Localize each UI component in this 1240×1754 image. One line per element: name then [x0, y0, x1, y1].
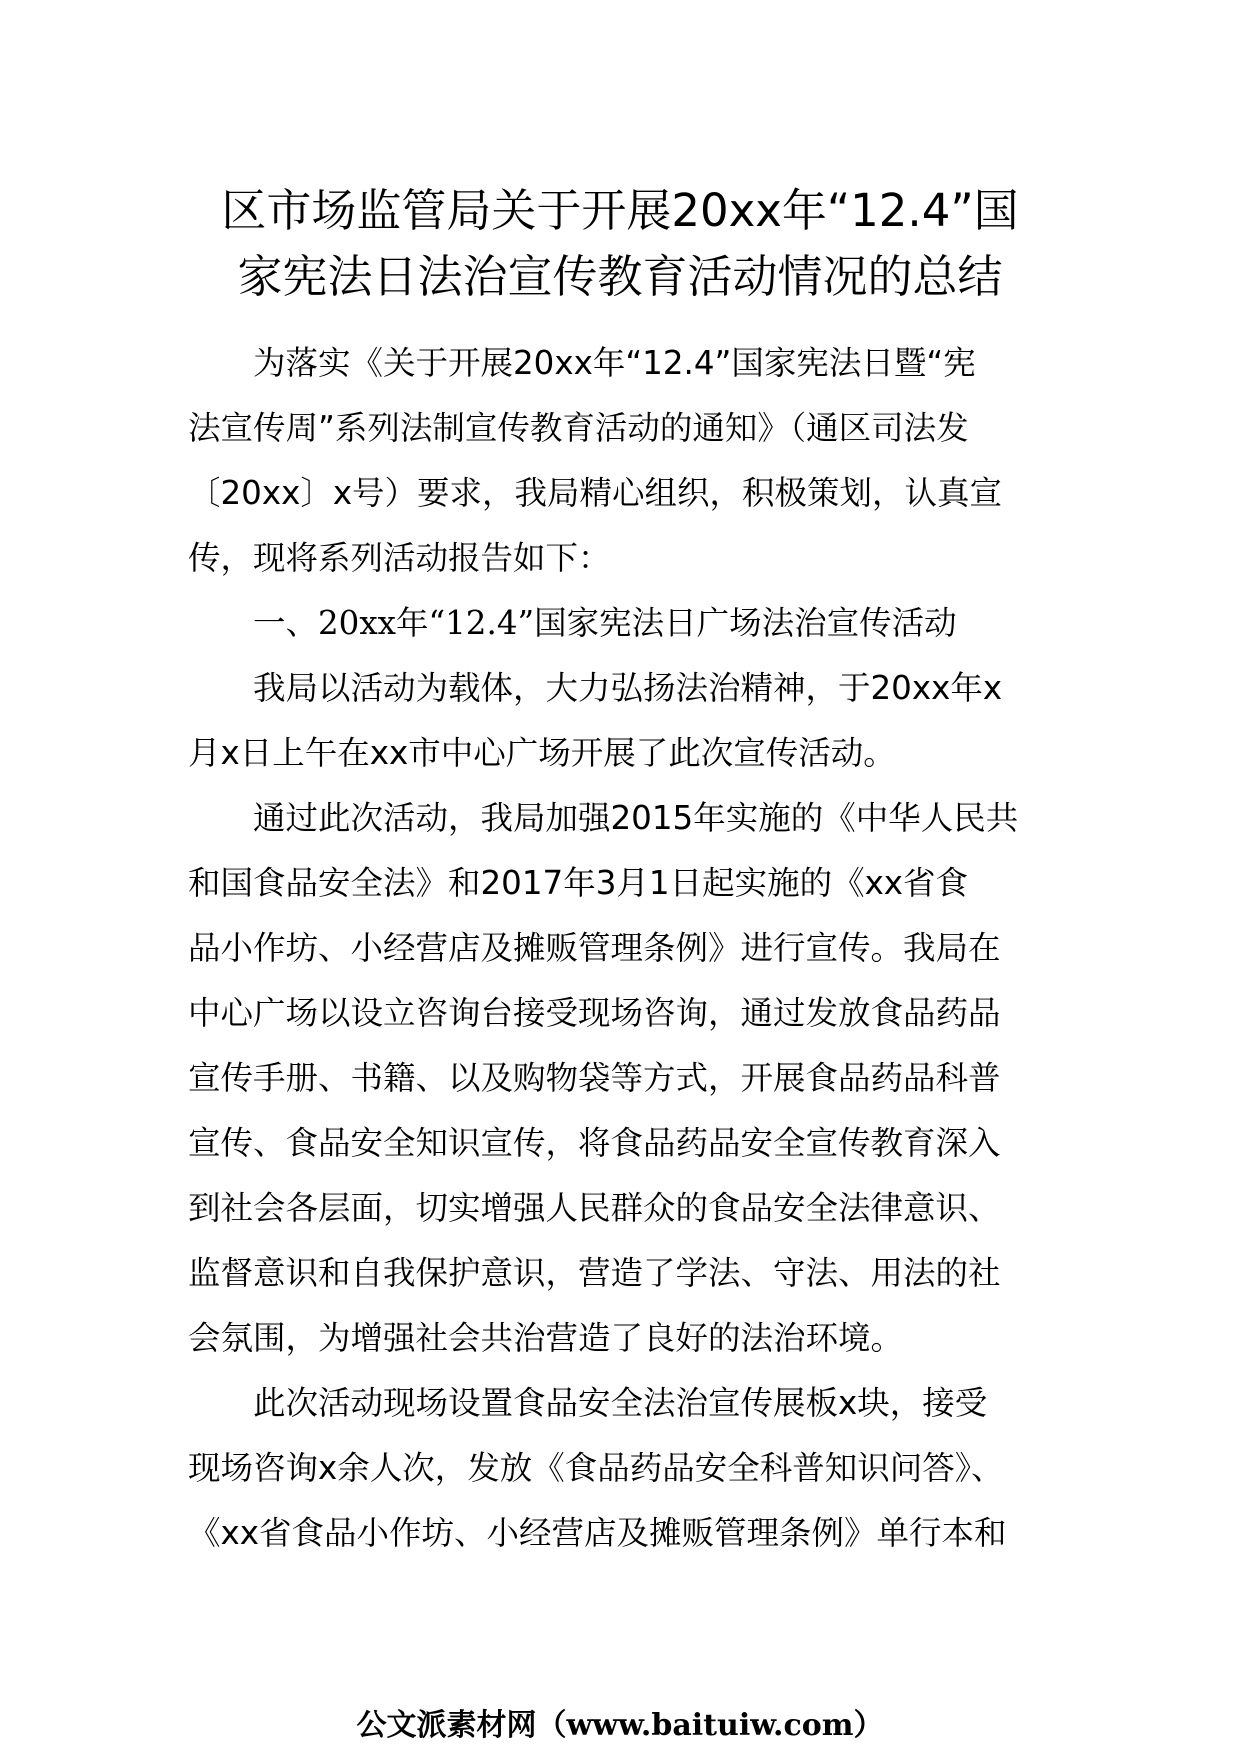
document-title [160, 178, 1080, 310]
paragraph-line: 监督意识和自我保护意识，营造了学法、守法、用法的社 [188, 1254, 1001, 1292]
paragraph-line: 品小作坊、小经营店及摊贩管理条例》进行宣传。我局在 [188, 929, 1001, 967]
paragraph-line: 一、20xx年“12.4”国家宪法日广场法治宣传活动 [253, 604, 957, 642]
paragraph-line: 到社会各层面，切实增强人民群众的食品安全法律意识、 [188, 1189, 1001, 1227]
paragraph-line: 宣传手册、书籍、以及购物袋等方式，开展食品药品科普 [188, 1059, 1001, 1097]
paragraph-line: 《xx省食品小作坊、小经营店及摊贩管理条例》单行本和 [188, 1514, 1007, 1552]
paragraph-line: 月x日上午在xx市中心广场开展了此次宣传活动。 [188, 734, 896, 772]
paragraph-line: 我局以活动为载体，大力弘扬法治精神，于20xx年x [253, 669, 1003, 707]
paragraph-line: 通过此次活动，我局加强2015年实施的《中华人民共 [253, 799, 1019, 837]
paragraph-line: 中心广场以设立咨询台接受现场咨询，通过发放食品药品 [188, 994, 1001, 1032]
paragraph-line: 法宣传周”系列法制宣传教育活动的通知》（通区司法发 [188, 409, 969, 447]
paragraph-line: 宣传、食品安全知识宣传，将食品药品安全宣传教育深入 [188, 1124, 1001, 1162]
paragraph-line: 为落实《关于开展20xx年“12.4”国家宪法日暨“宪 [253, 344, 976, 382]
paragraph-line: 〔20xx〕x号）要求，我局精心组织，积极策划，认真宣 [188, 474, 1003, 512]
paragraph [188, 656, 1068, 786]
paragraph-line: 现场咨询x余人次，发放《食品药品安全科普知识问答》、 [188, 1449, 1004, 1487]
paragraph [188, 1371, 1068, 1566]
document-body [188, 331, 1068, 1566]
paragraph [188, 331, 1068, 591]
title-line: 家宪法日法治宣传教育活动情况的总结 [237, 250, 1003, 303]
paragraph-line: 会氛围，为增强社会共治营造了良好的法治环境。 [188, 1319, 904, 1357]
paragraph-line: 传，现将系列活动报告如下： [188, 539, 611, 577]
section-heading [188, 591, 1068, 656]
paragraph-line: 和国食品安全法》和2017年3月1日起实施的《xx省食 [188, 864, 969, 902]
title-line: 区市场监管局关于开展20xx年“12.4”国 [221, 184, 1019, 237]
footer-watermark: 公文派素材网（www.baituiw.com） [356, 1708, 884, 1743]
paragraph [188, 786, 1068, 1371]
paragraph-line: 此次活动现场设置食品安全法治宣传展板x块，接受 [253, 1384, 988, 1422]
